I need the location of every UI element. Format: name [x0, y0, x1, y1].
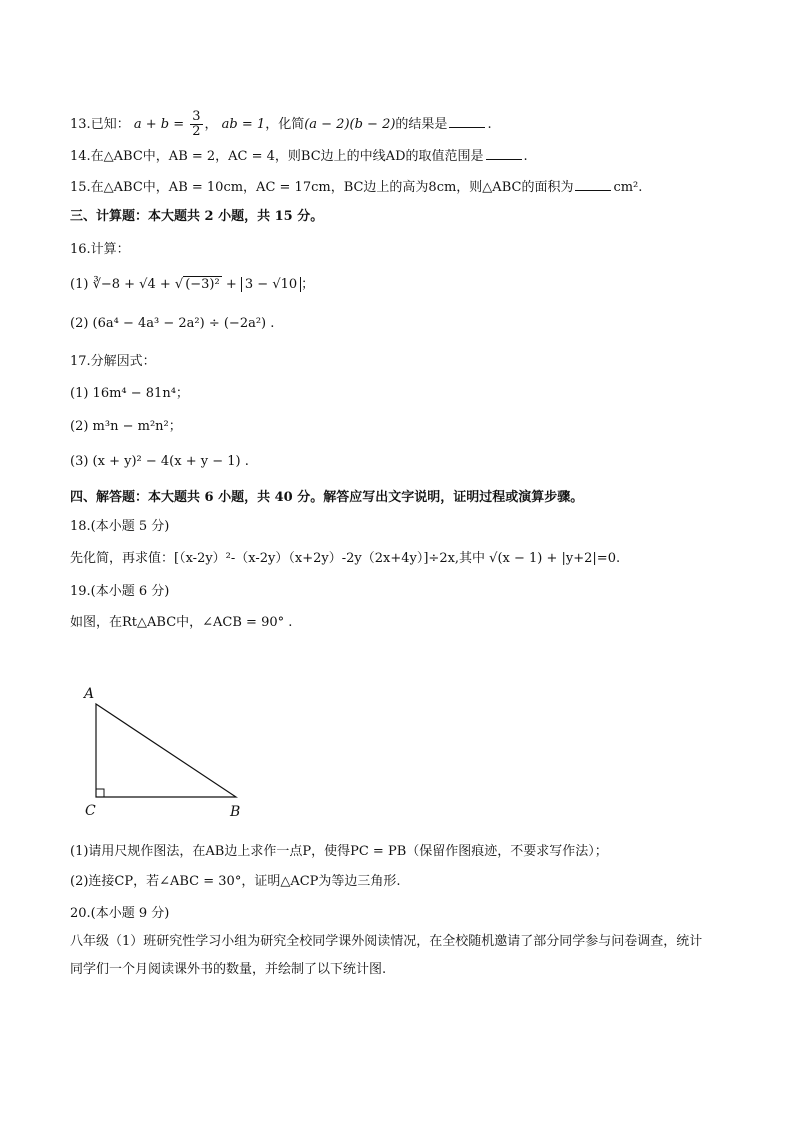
vertex-label-b: B	[230, 804, 241, 820]
q13-label: 已知：	[90, 117, 130, 132]
q19-part-1: (1)请用尺规作图法，在AB边上求作一点P，使得PC = PB（保留作图痕迹，不要求写作法）；	[70, 844, 608, 859]
q13-fraction: $\frac{3}{2}$	[192, 109, 201, 139]
q17-part-3: (3) (x + y)² − 4(x + y − 1) .	[70, 454, 249, 469]
q16-p1-sqrt-term: (−3)²	[185, 277, 220, 292]
q20-title: 20.(本小题 9 分)	[70, 906, 170, 921]
q16-p1-label: (1)	[70, 277, 89, 292]
question-15	[70, 176, 642, 198]
right-triangle-figure	[70, 680, 270, 825]
q19-part-2: (2)连接CP，若∠ABC = 30°，证明△ACP为等边三角形.	[70, 874, 401, 889]
section-3-heading: 三、计算题：本大题共 2 小题，共 15 分。	[70, 209, 324, 224]
q18-title: 18.(本小题 5 分)	[70, 519, 170, 534]
q13-number: 13.	[70, 117, 91, 132]
q16-p1-roots: ∛−8 + √4 +	[92, 277, 175, 292]
q14-end: .	[523, 149, 528, 164]
triangle-abc	[96, 704, 236, 797]
q16-p1-abs-term: 3 − √10	[241, 277, 301, 292]
q18-body: 先化简，再求值：[（x-2y）²-（x-2y）（x+2y）-2y（2x+4y）]÷2x,其中 √(x − 1) + |y+2|=0.	[70, 551, 621, 566]
q15-text: 15.在△ABC中，AB = 10cm，AC = 17cm，BC边上的高为8cm，则△ABC的面积为	[70, 180, 574, 195]
q13-expr: (a − 2)(b − 2)	[304, 117, 396, 132]
vertex-label-a: A	[84, 686, 95, 702]
q16-title: 16.计算：	[70, 242, 130, 257]
q13-given: ab = 1	[221, 117, 266, 132]
q13-sum-expression: a + b =	[133, 117, 189, 132]
q14-text: 14.在△ABC中，AB = 2，AC = 4，则BC边上的中线AD的取值范围是	[70, 149, 484, 164]
answer-blank	[486, 145, 522, 160]
q13-mid: ，化简	[265, 117, 305, 132]
q19-title: 19.(本小题 6 分)	[70, 584, 170, 599]
q17-part-2: (2) m³n − m²n²；	[70, 419, 182, 434]
section-4-heading: 四、解答题：本大题共 6 小题，共 40 分。解答应写出文字说明，证明过程或演算步骤。	[70, 490, 584, 505]
q20-body: 八年级（1）班研究性学习小组为研究全校同学课外阅读情况，在全校随机邀请了部分同学参与问卷调查，统计同学们一个月阅读课外书的数量，并绘制了以下统计图.	[70, 934, 703, 977]
vertex-label-c: C	[85, 803, 96, 819]
q13-end: .	[487, 117, 492, 132]
question-13: 13.已知： a + b = $\frac{3}{2}$ ， ab = 1，化简(a − 2)(b − 2)的结果是 .	[70, 109, 492, 139]
q13-tail: 的结果是	[395, 117, 448, 132]
q15-unit: cm².	[613, 180, 643, 195]
q16-part-2: (2) (6a⁴ − 4a³ − 2a²) ÷ (−2a²) .	[70, 316, 275, 331]
q16-p1-end: ；	[301, 277, 315, 292]
q16-part-1: (1) ∛−8 + √4 + √ (−3)² + 3 − √10 ；	[70, 277, 315, 292]
q17-title: 17.分解因式：	[70, 354, 156, 369]
q19-body: 如图，在Rt△ABC中，∠ACB = 90° .	[70, 615, 293, 630]
question-14	[70, 145, 528, 167]
q17-part-1: (1) 16m⁴ − 81n⁴；	[70, 386, 189, 401]
answer-blank	[449, 113, 485, 128]
answer-blank	[575, 176, 611, 191]
right-angle-mark	[96, 789, 104, 797]
